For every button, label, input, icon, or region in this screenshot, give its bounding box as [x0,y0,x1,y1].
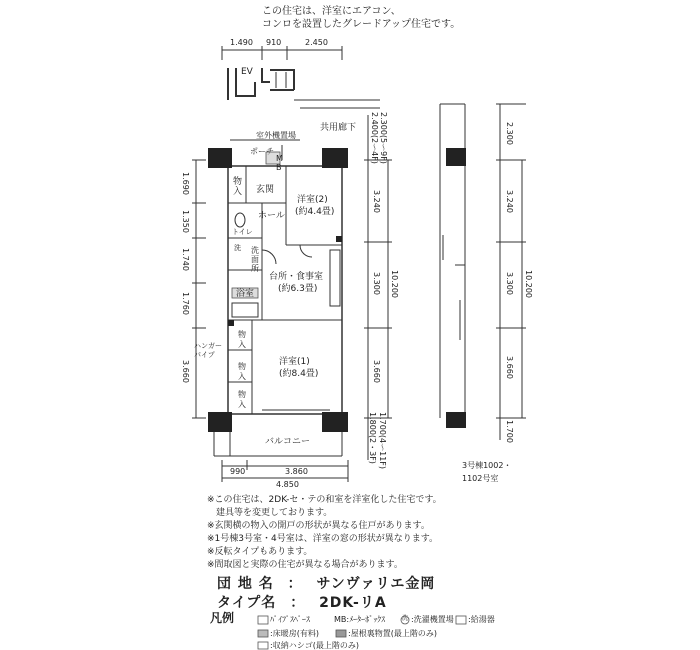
unit-label-line-2: 1102号室 [462,474,499,483]
legend-water-heater: :給湯器 [468,615,495,624]
entrance-label: 玄関 [256,185,275,195]
left-dim-4: 1.760 [181,292,190,315]
western-room-1-name: 洋室(1) [279,357,310,367]
property-name-sep: ： [287,576,303,592]
intro-text [262,5,460,31]
storage-c-label: 物 入 [238,390,246,409]
note-5: ※反転タイプもあります。 [207,547,313,557]
mid-dim-2: 2.300(5～9F) [379,112,388,164]
mid-dim-7: 1.700(4～11F) [378,412,387,470]
toilet-label: トイレ [232,228,253,236]
western-room-2-name: 洋室(2) [297,195,328,205]
property-type-value: 2DK-リA [319,595,387,611]
mb-label: M B [276,154,283,172]
notes-block [207,494,442,572]
bottom-dim-2: 3.860 [285,467,308,476]
legend-mb: MB:ﾒｰﾀｰﾎﾞｯｸｽ [334,615,386,624]
porch-label: ポーチ [250,147,274,156]
hall-label: ホール [258,211,285,221]
storage-a-label: 物 入 [238,330,246,349]
hanger-pipe-label: ハンガー パイプ [194,342,222,359]
legend-title: 凡例 [210,611,235,625]
western-room-1-size: (約8.4畳) [279,369,319,379]
property-name-value: サンヴァリエ金岡 [316,576,436,592]
kitchen-name: 台所・食事室 [269,272,324,282]
property-type-row [217,592,387,612]
top-dim-3: 2.450 [305,38,328,47]
right-dim-1: 2.300 [505,122,514,145]
property-name-label: 団 地 名 [217,576,274,592]
mid-dim-1: 2.400(2～4F) [370,112,379,164]
mid-dim-4: 3.300 [372,272,381,295]
top-dim-1: 1.490 [230,38,253,47]
legend-ps: ﾊﾟｲﾌﾟｽﾍﾟｰｽ [270,615,310,624]
mid-dim-3: 3.240 [372,190,381,213]
note-2: 建具等を変更しております。 [207,508,333,518]
washer-label: 洗 [234,244,241,252]
western-room-2-size: (約4.4畳) [295,207,335,217]
top-dim-2: 910 [266,38,282,47]
property-type-sep: ： [290,595,306,611]
right-dim-4: 3.660 [505,356,514,379]
mid-dim-6: 1.800(2・3F) [368,412,377,464]
note-6: ※間取図と実際の住宅が異なる場合があります。 [207,560,403,570]
common-corridor-label: 共用廊下 [320,123,357,133]
outdoor-unit-label: 室外機置場 [256,131,296,140]
storage-b-label: 物 入 [238,362,246,381]
kitchen-size: (約6.3畳) [278,284,318,294]
left-dim-1: 1.690 [181,172,190,195]
mid-dim-total: 10.200 [390,270,399,298]
unit-label-line-1: 3号棟1002・ [462,461,512,470]
property-type-label: タイプ名 [217,595,277,611]
bottom-dim-3: 4.850 [276,480,299,489]
legend-washer-mark: 洗 [402,615,409,622]
legend-attic-storage: :屋根裏物置(最上階のみ) [348,629,437,638]
bath-label: 浴室 [236,289,255,299]
intro-line-1: この住宅は、洋室にエアコン、 [262,6,401,17]
note-4: ※1号棟3号室・4号室は、洋室の窓の形状が異なります。 [207,534,439,544]
legend-ladder: :収納ハシゴ(最上階のみ) [270,641,359,650]
legend-washer: :洗濯機置場 [411,615,454,624]
wash-room-label: 洗 面 所 [251,246,259,273]
balcony-label: バルコニー [265,437,311,447]
right-dim-3: 3.300 [505,272,514,295]
ev-label: EV [241,67,253,77]
note-1: ※この住宅は、2DK-セ・テの和室を洋室化した住宅です。 [207,495,442,505]
right-dim-total: 10.200 [524,270,533,298]
left-dim-5: 3.660 [181,360,190,383]
property-name-row [217,573,435,593]
right-dim-5: 1.700 [505,420,514,443]
right-dim-2: 3.240 [505,190,514,213]
note-3: ※玄関横の物入の開戸の形状が異なる住戸があります。 [207,521,430,531]
storage-top-label: 物 入 [233,177,243,197]
mid-dim-5: 3.660 [372,360,381,383]
left-dim-3: 1.740 [181,248,190,271]
bottom-dim-1: 990 [230,467,246,476]
legend-floor-heating: :床暖房(有料) [270,629,319,638]
intro-line-2: コンロを設置したグレードアップ住宅です。 [262,19,461,30]
left-dim-2: 1.350 [181,210,190,233]
